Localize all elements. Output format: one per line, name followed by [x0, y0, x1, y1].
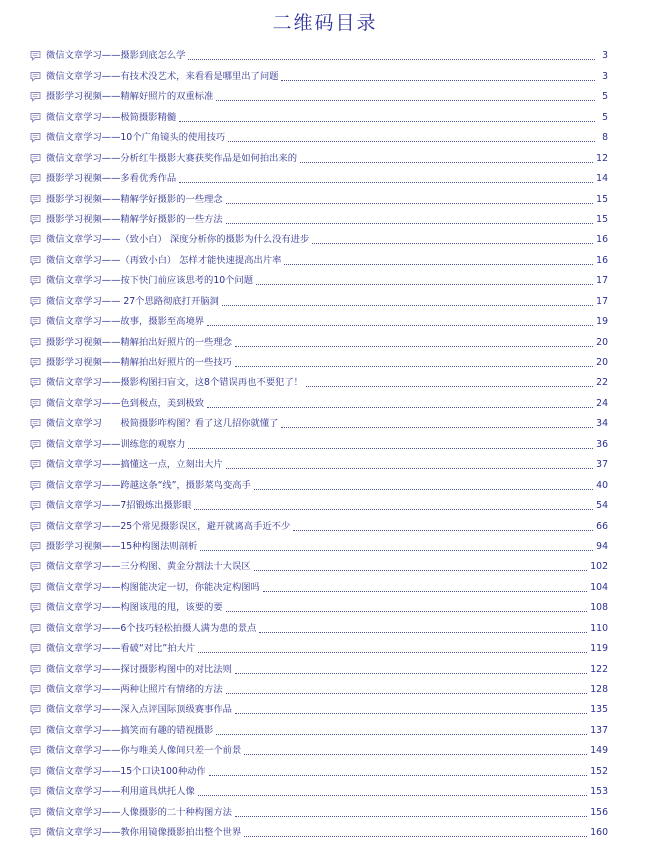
toc-entry[interactable]	[30, 614, 608, 634]
toc-entry-title: 微信文章学习——15个口诀100种动作	[46, 765, 206, 777]
toc-entry-title: 微信文章学习——摄影到底怎么学	[46, 50, 186, 62]
dot-leader	[306, 386, 593, 387]
comment-icon	[30, 500, 43, 511]
dot-leader	[207, 325, 593, 326]
comment-icon	[30, 112, 43, 123]
toc-entry[interactable]	[30, 655, 608, 675]
comment-icon	[30, 296, 43, 307]
toc-entry-page-number: 137	[590, 724, 608, 736]
comment-icon	[30, 561, 43, 572]
toc-entry-title: 微信文章学习——跨越这条“线”，摄影菜鸟变高手	[46, 479, 251, 491]
toc-entry-page-number: 5	[602, 111, 608, 123]
toc-entry[interactable]	[30, 165, 608, 185]
comment-icon	[30, 398, 43, 409]
dot-leader	[300, 162, 593, 163]
toc-entry-page-number: 16	[596, 254, 608, 266]
comment-icon	[30, 582, 43, 593]
comment-icon	[30, 255, 43, 266]
toc-entry-title: 微信文章学习 极简摄影咋构图？看了这几招你就懂了	[46, 418, 279, 430]
toc-entry[interactable]	[30, 492, 608, 512]
toc-entry-title: 微信文章学习——7招锻炼出摄影眼	[46, 500, 192, 512]
toc-entry-title: 微信文章学习——极简摄影精髓	[46, 111, 177, 123]
toc-entry[interactable]	[30, 696, 608, 716]
comment-icon	[30, 704, 43, 715]
toc-entry-title: 微信文章学习——故事，摄影至高境界	[46, 316, 205, 328]
toc-entry-page-number: 108	[590, 602, 608, 614]
comment-icon	[30, 766, 43, 777]
toc-entry[interactable]	[30, 287, 608, 307]
toc-entry-title: 微信文章学习——色到极点，美到极致	[46, 397, 205, 409]
toc-entry-page-number: 20	[596, 357, 608, 368]
dot-leader	[209, 775, 588, 776]
toc-entry-page-number: 37	[596, 459, 608, 471]
toc-entry[interactable]	[30, 246, 608, 266]
toc-entry-title: 摄影学习视频——精解好照片的双重标准	[46, 91, 214, 103]
comment-icon	[30, 664, 43, 675]
toc-entry-title: 微信文章学习——搞懂这一点，立刻出大片	[46, 459, 223, 471]
dot-leader	[312, 243, 593, 244]
dot-leader	[226, 223, 594, 224]
dot-leader	[254, 570, 588, 571]
toc-entry-title: 微信文章学习——10个广角镜头的使用技巧	[46, 132, 226, 144]
toc-entry-title: 微信文章学习—— 27个思路彻底打开脑洞	[46, 295, 219, 307]
toc-entry-title: 微信文章学习——深入点评国际顶级赛事作品	[46, 704, 232, 716]
toc-entry-page-number: 149	[590, 745, 608, 757]
dot-leader	[198, 652, 587, 653]
dot-leader	[188, 448, 593, 449]
toc-entry-title: 微信文章学习——利用道具烘托人像	[46, 786, 195, 798]
comment-icon	[30, 459, 43, 470]
toc-entry[interactable]	[30, 573, 608, 593]
toc-entry-page-number: 119	[590, 643, 608, 655]
toc-entry-page-number: 153	[590, 786, 608, 798]
dot-leader	[244, 754, 587, 755]
toc-entry[interactable]	[30, 635, 608, 655]
dot-leader	[198, 795, 587, 796]
comment-icon	[30, 602, 43, 613]
dot-leader	[179, 121, 595, 122]
toc-entry[interactable]	[30, 798, 608, 818]
dot-leader	[216, 100, 595, 101]
dot-leader	[235, 816, 587, 817]
toc-entry-title: 摄影学习视频——精解学好摄影的一些理念	[46, 193, 223, 205]
dot-leader	[222, 305, 593, 306]
toc-entry-title: 微信文章学习——分析红牛摄影大赛获奖作品是如何拍出来的	[46, 152, 298, 164]
toc-entry-page-number: 3	[602, 70, 608, 82]
toc-entry-title: 微信文章学习——人像摄影的二十种构图方法	[46, 806, 232, 818]
dot-leader	[207, 407, 593, 408]
comment-icon	[30, 480, 43, 491]
toc-entry-title: 微信文章学习——两种让照片有情绪的方法	[46, 684, 223, 695]
dot-leader	[293, 530, 593, 531]
comment-icon	[30, 275, 43, 286]
toc-entry[interactable]	[30, 553, 608, 573]
toc-entry[interactable]	[30, 328, 608, 348]
comment-icon	[30, 725, 43, 736]
comment-icon	[30, 521, 43, 532]
dot-leader	[226, 693, 588, 694]
toc-entry[interactable]	[30, 451, 608, 471]
comment-icon	[30, 357, 43, 368]
dot-leader	[226, 203, 594, 204]
toc-entry-title: 微信文章学习——探讨摄影构图中的对比法则	[46, 663, 232, 675]
toc-entry[interactable]	[30, 103, 608, 123]
page-title: 二维码目录	[272, 12, 378, 34]
dot-leader	[284, 264, 593, 265]
dot-leader	[259, 632, 587, 633]
toc-entry[interactable]	[30, 62, 608, 82]
dot-leader	[226, 611, 588, 612]
comment-icon	[30, 316, 43, 327]
toc-entry-title: 微信文章学习——摄影构图扫盲文，这8个错误再也不要犯了！	[46, 377, 303, 389]
toc-entry-page-number: 135	[590, 704, 608, 716]
dot-leader	[244, 836, 587, 837]
toc-entry-title: 微信文章学习——6个技巧轻松拍摄人满为患的景点	[46, 622, 257, 634]
toc-entry[interactable]	[30, 226, 608, 246]
toc-entry-title: 微信文章学习——教你用镜像摄影拍出整个世界	[46, 827, 242, 839]
toc-entry-page-number: 14	[596, 173, 608, 185]
toc-entry[interactable]	[30, 430, 608, 450]
comment-icon	[30, 643, 43, 654]
toc-entry-page-number: 12	[596, 152, 608, 164]
comment-icon	[30, 153, 43, 164]
toc-entry[interactable]	[30, 533, 608, 553]
dot-leader	[228, 141, 595, 142]
comment-icon	[30, 684, 43, 695]
toc-entry-title: 微信文章学习——构图能决定一切，你能决定构图吗	[46, 581, 260, 593]
toc-entry-title: 微信文章学习——看破“对比”拍大片	[46, 643, 196, 655]
dot-leader	[254, 489, 593, 490]
toc-entry-title: 摄影学习视频——多看优秀作品	[46, 173, 177, 185]
toc-entry-title: 微信文章学习——训练您的观察力	[46, 438, 186, 450]
comment-icon	[30, 439, 43, 450]
toc-entry[interactable]	[30, 778, 608, 798]
dot-leader	[256, 284, 593, 285]
comment-icon	[30, 234, 43, 245]
toc-entry-page-number: 160	[590, 827, 608, 839]
toc-entry[interactable]	[30, 185, 608, 205]
toc-entry-page-number: 8	[602, 132, 608, 144]
dot-leader	[235, 366, 593, 367]
toc-entry[interactable]	[30, 594, 608, 614]
comment-icon	[30, 132, 43, 143]
comment-icon	[30, 214, 43, 225]
toc-entry[interactable]	[30, 512, 608, 532]
toc-entry[interactable]	[30, 389, 608, 409]
toc-entry[interactable]	[30, 471, 608, 491]
toc-entry-page-number: 20	[596, 336, 608, 348]
toc-entry-page-number: 17	[596, 295, 608, 307]
toc-entry-page-number: 122	[590, 663, 608, 675]
toc-entry[interactable]	[30, 737, 608, 757]
dot-leader	[281, 80, 595, 81]
toc-entry[interactable]	[30, 819, 608, 839]
toc-entry-page-number: 40	[596, 479, 608, 491]
toc-entry-page-number: 24	[596, 397, 608, 409]
dot-leader	[188, 59, 595, 60]
comment-icon	[30, 827, 43, 838]
comment-icon	[30, 418, 43, 429]
toc-entry[interactable]	[30, 267, 608, 287]
toc-entry-page-number: 36	[596, 438, 608, 450]
comment-icon	[30, 623, 43, 634]
toc-entry-page-number: 54	[596, 500, 608, 512]
toc-entry-page-number: 156	[590, 806, 608, 818]
toc-entry-page-number: 15	[596, 213, 608, 225]
toc-list	[30, 42, 608, 839]
toc-entry-title: 微信文章学习——搞笑而有趣的错视摄影	[46, 724, 214, 736]
comment-icon	[30, 173, 43, 184]
comment-icon	[30, 786, 43, 797]
dot-leader	[226, 468, 594, 469]
toc-entry-page-number: 102	[590, 561, 608, 573]
dot-leader	[194, 509, 593, 510]
comment-icon	[30, 194, 43, 205]
toc-entry-title: 微信文章学习——25个常见摄影误区，避开就离高手近不少	[46, 520, 291, 532]
toc-entry[interactable]	[30, 757, 608, 777]
toc-entry-title: 摄影学习视频——精解拍出好照片的一些技巧	[46, 357, 232, 368]
dot-leader	[281, 427, 593, 428]
toc-entry-page-number: 19	[596, 316, 608, 328]
toc-entry-title: 摄影学习视频——精解拍出好照片的一些理念	[46, 336, 232, 348]
dot-leader	[235, 346, 593, 347]
toc-entry[interactable]	[30, 410, 608, 430]
comment-icon	[30, 807, 43, 818]
comment-icon	[30, 377, 43, 388]
toc-entry-title: 微信文章学习——你与唯美人像间只差一个前景	[46, 745, 242, 757]
toc-entry-title: 微信文章学习——有技术没艺术，来看看是哪里出了问题	[46, 70, 279, 82]
toc-entry[interactable]	[30, 42, 608, 62]
toc-entry-title: 微信文章学习——（再致小白） 怎样才能快速提高出片率	[46, 254, 282, 266]
toc-entry[interactable]	[30, 369, 608, 389]
toc-entry-page-number: 22	[596, 377, 608, 389]
toc-entry[interactable]	[30, 349, 608, 369]
comment-icon	[30, 745, 43, 756]
dot-leader	[235, 713, 587, 714]
toc-entry-page-number: 34	[596, 418, 608, 430]
toc-entry-page-number: 152	[590, 765, 608, 777]
comment-icon	[30, 541, 43, 552]
dot-leader	[179, 182, 593, 183]
toc-entry-page-number: 128	[590, 684, 608, 695]
dot-leader	[200, 550, 593, 551]
toc-entry-page-number: 16	[596, 234, 608, 246]
toc-entry[interactable]	[30, 676, 608, 696]
toc-entry[interactable]	[30, 124, 608, 144]
toc-entry-title: 微信文章学习——（致小白） 深度分析你的摄影为什么没有进步	[46, 234, 310, 246]
toc-entry-title: 微信文章学习——三分构图、黄金分割法十大误区	[46, 561, 251, 573]
toc-entry-page-number: 110	[590, 622, 608, 634]
dot-leader	[216, 734, 587, 735]
toc-entry[interactable]	[30, 144, 608, 164]
toc-entry-title: 微信文章学习——构图该甩的甩，该要的要	[46, 602, 223, 614]
dot-leader	[263, 591, 587, 592]
toc-entry-page-number: 5	[602, 91, 608, 103]
toc-entry[interactable]	[30, 206, 608, 226]
comment-icon	[30, 71, 43, 82]
toc-entry-title: 摄影学习视频——15种构图法则剖析	[46, 540, 198, 552]
toc-entry-page-number: 104	[590, 581, 608, 593]
toc-entry-page-number: 66	[596, 520, 608, 532]
toc-entry[interactable]	[30, 308, 608, 328]
comment-icon	[30, 91, 43, 102]
toc-entry-page-number: 94	[596, 540, 608, 552]
toc-entry-title: 摄影学习视频——精解学好摄影的一些方法	[46, 213, 223, 225]
toc-entry[interactable]	[30, 716, 608, 736]
comment-icon	[30, 337, 43, 348]
toc-entry-title: 微信文章学习——按下快门前应该思考的10个问题	[46, 275, 254, 287]
comment-icon	[30, 50, 43, 61]
toc-entry-page-number: 17	[596, 275, 608, 287]
dot-leader	[235, 673, 587, 674]
toc-entry-page-number: 15	[596, 193, 608, 205]
toc-entry[interactable]	[30, 83, 608, 103]
toc-entry-page-number: 3	[602, 50, 608, 62]
